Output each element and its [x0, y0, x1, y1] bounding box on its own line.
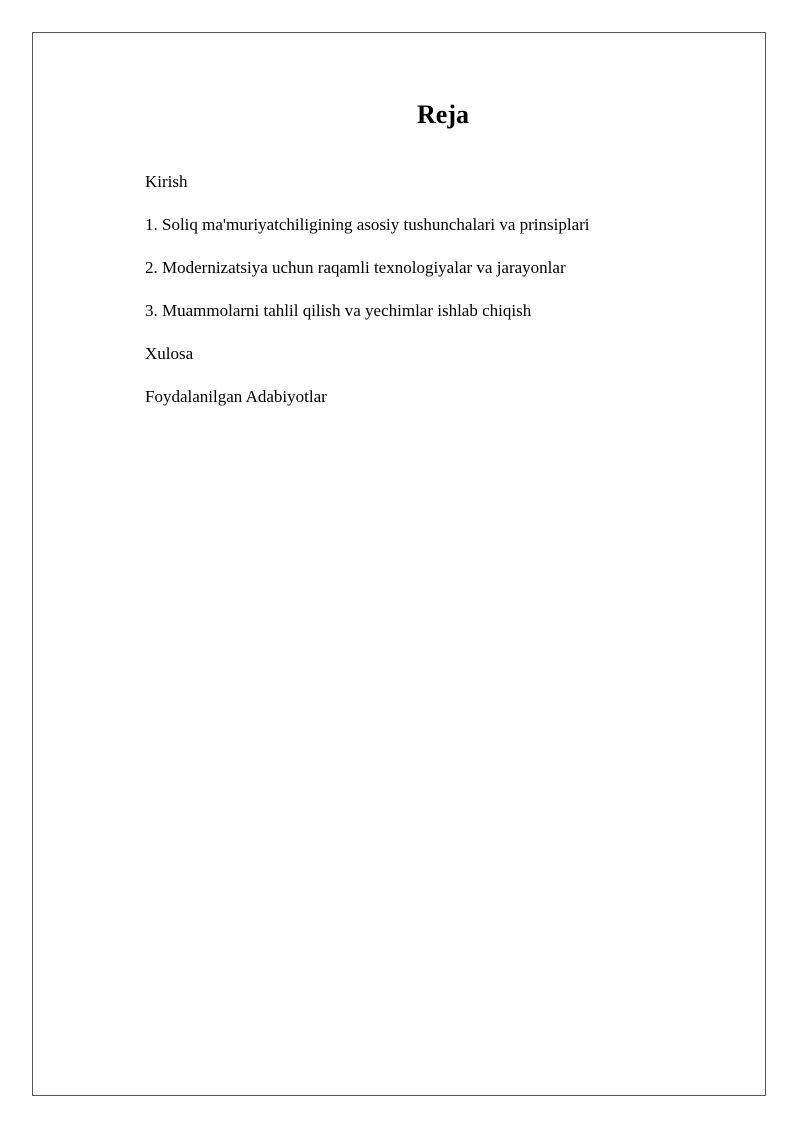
toc-item-1: 1. Soliq ma'muriyatchiligining asosiy tushunchalari va prinsiplari [145, 215, 590, 234]
toc-item-introduction: Kirish [145, 172, 188, 191]
toc-item-3: 3. Muammolarni tahlil qilish va yechimlar ishlab chiqish [145, 301, 532, 320]
toc-item-references: Foydalanilgan Adabiyotlar [145, 387, 327, 406]
toc-item-2: 2. Modernizatsiya uchun raqamli texnologiyalar va jarayonlar [145, 258, 566, 277]
page-title: Reja [417, 100, 469, 129]
toc-item-conclusion: Xulosa [145, 344, 194, 363]
table-of-contents [145, 170, 590, 428]
